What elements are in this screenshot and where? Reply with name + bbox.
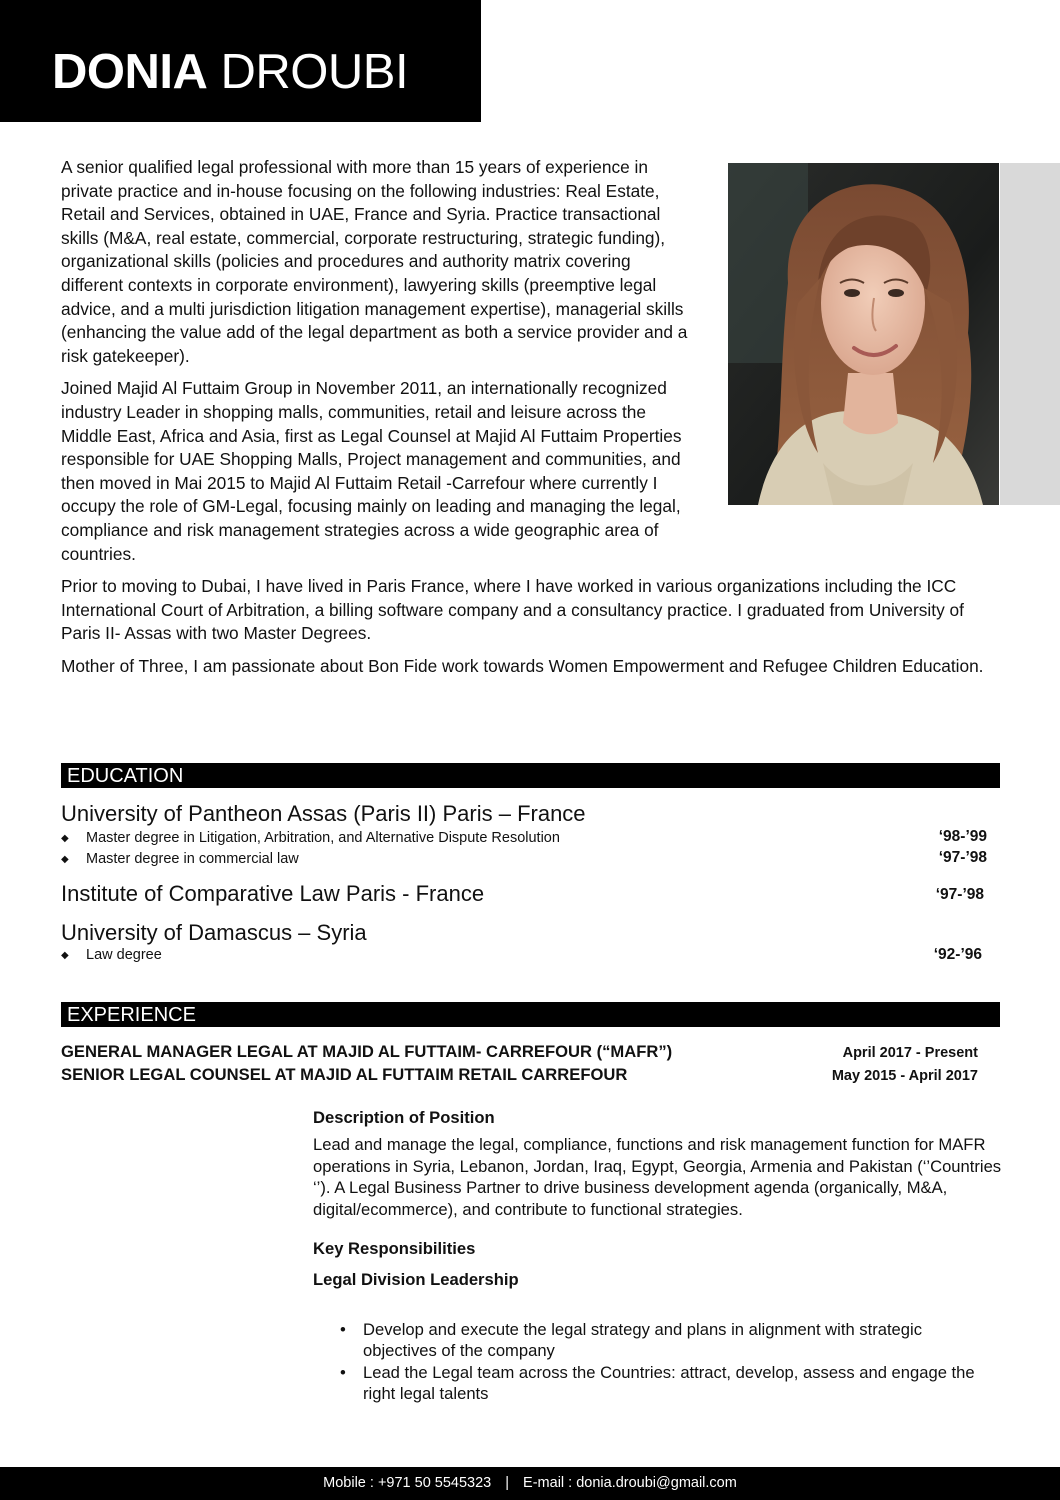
responsibility-list [340, 1319, 1000, 1405]
school-title-comparative-law: Institute of Comparative Law Paris - France [61, 881, 485, 906]
degree-item [61, 829, 560, 848]
degree-years: ‘98-’99 [938, 828, 987, 845]
experience-heading: EXPERIENCE [67, 1004, 196, 1026]
legal-division-heading: Legal Division Leadership [313, 1270, 519, 1290]
bullet-dot-icon: • [340, 1320, 346, 1339]
education-section-bar [61, 763, 1000, 788]
photo-text-wrap-space [696, 156, 1001, 528]
degree-label: Master degree in Litigation, Arbitration, and Alternative Dispute Resolution [86, 830, 560, 846]
list-item-text: Lead the Legal team across the Countries: attract, develop, assess and engage the right legal talents [363, 1362, 975, 1404]
photo-side-panel [1000, 163, 1060, 505]
summary-paragraph-4: Mother of Three, I am passionate about Bon Fide work towards Women Empowerment and Refugee Children Education. [61, 655, 984, 676]
diamond-bullet-icon: ◆ [61, 950, 69, 961]
footer-separator: | [505, 1475, 510, 1491]
full-name [52, 42, 408, 102]
diamond-bullet-icon: ◆ [61, 833, 69, 844]
degree-years: ‘97-’98 [938, 849, 987, 866]
role-dates: April 2017 - Present [842, 1045, 978, 1061]
summary-paragraph-3: Prior to moving to Dubai, I have lived in Paris France, where I have worked in various organizations including the ICC International Court of Arbitration, a billing software company and a consultancy practice. I graduated from University of Paris II- Assas with two Master Degrees. [61, 576, 964, 644]
degree-label: Law degree [86, 947, 162, 963]
summary [61, 156, 1001, 687]
list-item-text: Develop and execute the legal strategy and plans in alignment with strategic objectives of the company [363, 1320, 922, 1361]
school-title-damascus: University of Damascus – Syria [61, 920, 367, 945]
school-years: ‘97-’98 [935, 886, 984, 903]
summary-paragraph-2: Joined Majid Al Futtaim Group in November 2011, an internationally recognized industry Leader in shopping malls, communities, retail and leisure across the Middle East, Africa and Asia, first as Legal Counsel at Majid Al Futtaim Properties responsible for UAE Shopping Malls, Project management and communities, and then moved in Mai 2015 to Majid Al Futtaim Retail -Carrefour where currently I occupy the role of GM-Legal, focusing mainly on leading and managing the legal, compliance and risk management strategies across a wide geographic area of countries. [61, 378, 682, 564]
bullet-dot-icon: • [340, 1362, 346, 1382]
description-text: Lead and manage the legal, compliance, functions and risk management function for MAFR operations in Syria, Lebanon, Jordan, Iraq, Egypt, Georgia, Armenia and Pakistan (‘’Countries ‘’). A Legal Business Partner to drive business development agenda (organically, M&A, digital/ecommerce), and contribute to functional strategies. [313, 1135, 1002, 1219]
experience-section-bar [61, 1002, 1000, 1027]
degree-item [61, 946, 162, 965]
first-name: DONIA [52, 45, 208, 99]
role-title-gm-legal: GENERAL MANAGER LEGAL AT MAJID AL FUTTAIM- CARREFOUR (“MAFR”) [61, 1042, 673, 1061]
list-item [340, 1319, 1000, 1362]
role-dates: May 2015 - April 2017 [831, 1068, 978, 1084]
role-title-senior-counsel: SENIOR LEGAL COUNSEL AT MAJID AL FUTTAIM RETAIL CARREFOUR [61, 1065, 628, 1084]
education-heading: EDUCATION [67, 765, 184, 787]
degree-label: Master degree in commercial law [86, 851, 299, 867]
key-responsibilities-heading: Key Responsibilities [313, 1239, 476, 1259]
mobile-number: Mobile : +971 50 5545323 [323, 1475, 492, 1491]
last-name: DROUBI [220, 45, 409, 99]
name-header [0, 0, 481, 122]
degree-item [61, 850, 299, 869]
summary-paragraph-1: A senior qualified legal professional with more than 15 years of experience in private practice and in-house focusing on the following industries: Real Estate, Retail and Services, obtained in UAE, France and Syria. Practice transactional skills (M&A, real estate, commercial, corporate restructuring, strategic funding), organizational skills (policies and procedures and authority matrix covering different contexts in corporate environment), lawyering skills (preemptive legal advice, and a multi jurisdiction litigation management expertise), managerial skills (enhancing the value add of the legal department as both a service provider and a risk gatekeeper). [61, 157, 688, 366]
degree-years: ‘92-’96 [933, 946, 982, 963]
school-title-paris-ii: University of Pantheon Assas (Paris II) Paris – France [61, 801, 586, 826]
diamond-bullet-icon: ◆ [61, 854, 69, 865]
position-description [313, 1107, 1003, 1291]
description-heading: Description of Position [313, 1108, 495, 1127]
contact-footer [0, 1467, 1060, 1500]
list-item [340, 1362, 1000, 1405]
email-address: E-mail : donia.droubi@gmail.com [523, 1475, 737, 1491]
